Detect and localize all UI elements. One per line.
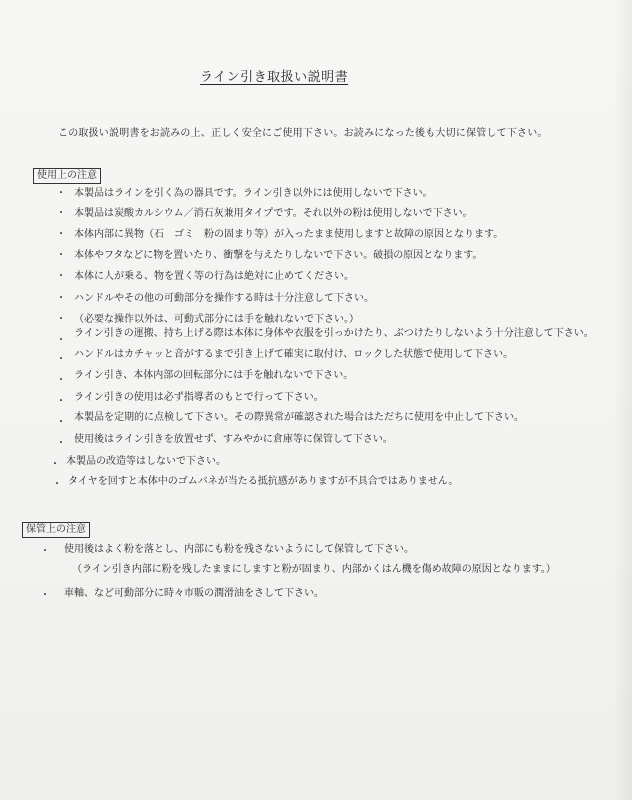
bullet: ・ [50, 459, 60, 470]
bullet: ・ [56, 396, 66, 407]
usage-item-11: ライン引きの使用は必ず指導者のもとで行って下さい。 [74, 392, 324, 403]
bullet: ・ [56, 229, 66, 240]
usage-item-6: ハンドルやその他の可動部分を操作する時は十分注意して下さい。 [74, 293, 374, 304]
usage-item-1: 本製品はラインを引く為の器具です。ライン引き以外には使用しないで下さい。 [74, 188, 433, 199]
usage-item-3: 本体内部に異物（石 ゴミ 粉の固まり等）が入ったまま使用しますと故障の原因となります。 [74, 229, 504, 240]
bullet: ・ [52, 479, 62, 490]
usage-item-12: 本製品を定期的に点検して下さい。その際異常が確認された場合はただちに使用を中止して下さい。 [74, 412, 524, 423]
bullet: ・ [56, 250, 66, 261]
usage-item-7: （必要な操作以外は、可動式部分には手を触れないで下さい。） [74, 314, 359, 325]
bullet: ・ [56, 354, 66, 365]
usage-item-8: ライン引きの運搬、持ち上げる際は本体に身体や衣服を引っかけたり、ぶつけたりしないよう十分注意して下さい。 [74, 328, 594, 339]
usage-item-14: 本製品の改造等はしないで下さい。 [66, 456, 226, 467]
bullet: ・ [56, 188, 66, 199]
storage-item-3: 車軸、など可動部分に時々市販の潤滑油をさして下さい。 [64, 588, 324, 599]
document-title: ライン引き取扱い説明書 [200, 70, 349, 85]
usage-item-5: 本体に人が乗る、物を置く等の行為は絶対に止めてください。 [74, 271, 354, 282]
bullet: ・ [56, 438, 66, 449]
bullet: ・ [56, 271, 66, 282]
paper-edge-shadow [614, 0, 632, 800]
section-heading-usage: 使用上の注意 [33, 168, 101, 184]
bullet: ・ [40, 590, 50, 601]
bullet: ・ [56, 208, 66, 219]
section-heading-storage: 保管上の注意 [22, 522, 90, 538]
usage-item-4: 本体やフタなどに物を置いたり、衝撃を与えたりしないで下さい。破損の原因となります。 [74, 250, 483, 261]
usage-item-13: 使用後はライン引きを放置せず、すみやかに倉庫等に保管して下さい。 [74, 434, 393, 445]
usage-item-9: ハンドルはカチャッと音がするまで引き上げて確実に取付け、ロックした状態で使用して下さい。 [74, 349, 514, 360]
bullet: ・ [56, 293, 66, 304]
bullet: ・ [56, 335, 66, 346]
bullet: ・ [56, 314, 66, 325]
usage-item-2: 本製品は炭酸カルシウム／消石灰兼用タイプです。それ以外の粉は使用しないで下さい。 [74, 208, 473, 219]
bullet: ・ [56, 417, 66, 428]
storage-item-2: （ライン引き内部に粉を残したままにしますと粉が固まり、内部かくはん機を傷め故障の原因となります。） [72, 564, 556, 575]
bullet: ・ [56, 375, 66, 386]
usage-item-10: ライン引き、本体内部の回転部分には手を触れないで下さい。 [74, 370, 354, 381]
usage-item-15: タイヤを回すと本体中のゴムバネが当たる抵抗感がありますが不具合ではありません。 [68, 476, 459, 487]
bullet: ・ [40, 546, 50, 557]
storage-item-1: 使用後はよく粉を落とし、内部にも粉を残さないようにして保管して下さい。 [64, 544, 414, 555]
intro-text: この取扱い説明書をお読みの上、正しく安全にご使用下さい。お読みになった後も大切に保管して下さい。 [58, 128, 548, 139]
